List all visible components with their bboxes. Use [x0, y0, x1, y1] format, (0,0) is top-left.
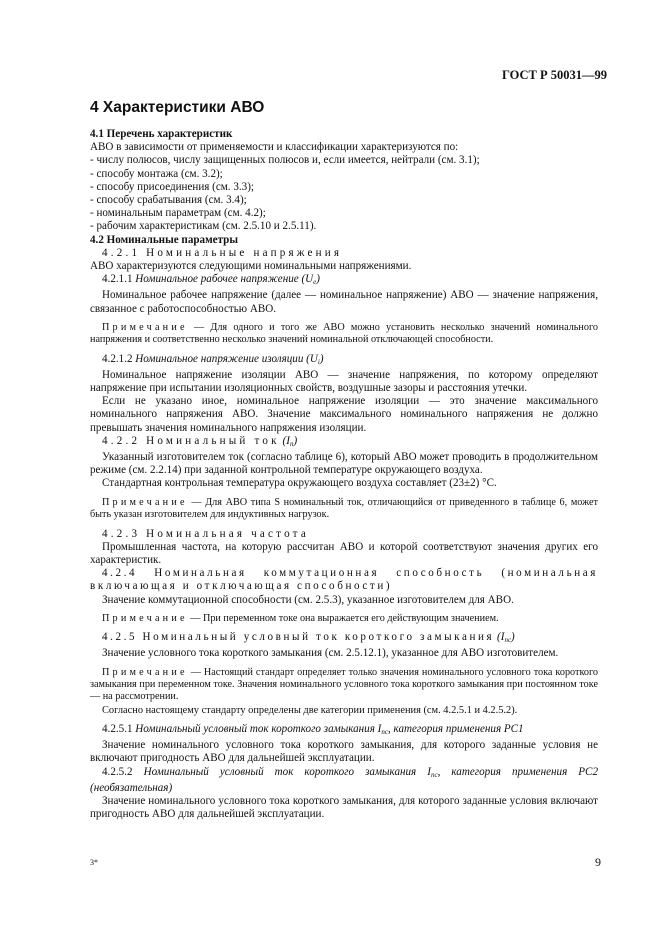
clause-4-2-1-1-text: Номинальное рабочее напряжение (далее — номинальное напряжение) АВО — значение напряжения, связанное с работоспособностью АВО. — [90, 289, 598, 315]
subsection-4-1-intro: АВО в зависимости от применяемости и классификации характеризуются по: — [90, 141, 459, 154]
standard-number: ГОСТ Р 50031—99 — [501, 68, 607, 82]
clause-title: Номинальный условный ток короткого замыкания — [143, 765, 417, 778]
subsection-4-1-title: 4.1 Перечень характеристик — [90, 128, 233, 140]
note-label: Примечание — [102, 612, 188, 624]
note-label: Примечание — [102, 496, 188, 508]
symbol-close: ) — [511, 631, 515, 644]
clause-4-2-2-heading — [90, 435, 598, 451]
list-item: - числу полюсов, числу защищенных полюсов и, если имеется, нейтрали (см. 3.1); — [90, 154, 480, 167]
signature-mark: 3* — [90, 858, 98, 867]
clause-4-2-5-1-heading — [90, 723, 598, 739]
clause-title: Номинальное напряжение изоляции (U — [135, 352, 318, 365]
clause-title-close: ) — [316, 273, 320, 286]
document-body — [90, 128, 598, 821]
clause-4-2-1-2-heading — [90, 353, 598, 369]
clause-4-2-4-heading: 4.2.4 Номинальная коммутационная способность (номинальная включающая и отключающая способности) — [90, 567, 598, 593]
note-text: — При переменном токе она выражается его действующим значением. — [187, 612, 499, 624]
clause-4-2-4-text: Значение коммутационной способности (см. 2.5.3), указанное изготовителем для АВО. — [102, 593, 514, 606]
clause-4-2-1-1-heading — [90, 273, 598, 289]
list-item: - номинальным параметрам (см. 4.2); — [90, 207, 266, 220]
symbol-subscript: nc — [381, 727, 388, 736]
section-title: 4 Характеристики АВО — [90, 99, 265, 116]
list-item: - способу присоединения (см. 3.3); — [90, 180, 254, 193]
page-number: 9 — [595, 855, 601, 869]
clause-title: 4.2.5 Номинальный условный ток короткого замыкания — [102, 631, 495, 644]
note — [90, 322, 598, 347]
symbol: I — [377, 722, 382, 735]
symbol-subscript: i — [317, 357, 320, 366]
note — [90, 667, 598, 704]
clause-4-2-3-heading: 4.2.3 Номинальная частота — [102, 527, 309, 540]
note-text: — Для АВО типа S номинальный ток, отличающийся от приведенного в таблице 6, может быть указан изготовителем для индуктивных нагрузок. — [90, 496, 598, 521]
clause-4-2-2-text-2: Стандартная контрольная температура окружающего воздуха составляет (23±2) °С. — [102, 477, 497, 490]
list-item: - рабочим характеристикам (см. 2.5.10 и 2.5.11). — [90, 220, 317, 233]
note — [90, 497, 598, 522]
clause-title: 4.2.2 Номинальный ток — [102, 434, 280, 447]
symbol: I — [427, 765, 431, 778]
clause-number: 4.2.5.1 — [102, 722, 133, 735]
list-item: - способу срабатывания (см. 3.4); — [90, 194, 247, 207]
symbol-subscript: n — [289, 439, 294, 448]
symbol-subscript: e — [313, 278, 317, 287]
subsection-4-2-title: 4.2 Номинальные параметры — [90, 233, 238, 246]
clause-4-2-5-2-text: Значение номинального условного тока короткого замыкания, для которого заданные условия включают пригодность АВО для дальнейшей эксплуатации. — [90, 794, 598, 821]
clause-title-close: ) — [319, 352, 324, 365]
clause-number: 4.2.5.2 — [102, 765, 133, 778]
clause-title: Номинальный условный ток короткого замыкания — [135, 722, 375, 735]
symbol: (I — [282, 434, 290, 447]
note — [90, 613, 598, 625]
clause-4-2-1-2-text-2: Если не указано иное, номинальное напряжение изоляции — это значение максимального номинального напряжения АВО. Значение максимального номинального напряжения не должно превышать значения номинального напряжения изоляции. — [90, 395, 598, 434]
symbol-subscript: nc — [430, 770, 438, 779]
symbol: (I — [497, 631, 505, 644]
clause-4-2-1-2-text: Номинальное напряжение изоляции АВО — значение напряжения, по которому определяют напряжение при испытании изоляционных свойств, воздушные зазоры и расстояния утечки. — [90, 368, 598, 395]
note-label: Примечание — [102, 666, 188, 678]
note-label: Примечание — [102, 321, 188, 333]
clause-number: 4.2.1.2 — [102, 352, 133, 365]
clause-4-2-3-text: Промышленная частота, на которую рассчитан АВО и которой соответствуют значения других его характеристик. — [90, 540, 598, 566]
clause-4-2-2-text: Указанный изготовителем ток (согласно таблице 6), который АВО может проводить в продолжительном режиме (см. 2.2.14) при заданной контрольной температуре окружающего воздуха. — [90, 451, 598, 477]
list-item: - способу монтажа (см. 3.2); — [90, 167, 223, 180]
clause-4-2-5-heading — [90, 631, 598, 647]
clause-title-tail: , категория применения РС1 — [387, 722, 524, 735]
clause-number: 4.2.1.1 — [102, 273, 133, 286]
clause-title: Номинальное рабочее напряжение (U — [135, 273, 314, 286]
clause-4-2-1-text: АВО характеризуются следующими номинальными напряжениями. — [90, 260, 412, 273]
note-text: — Настоящий стандарт определяет только значения номинального условного тока короткого замыкания при переменном токе. Значения номинального условного тока короткого замыкания при постоянном токе — на рассмотрении. — [90, 666, 598, 703]
clause-4-2-5-text: Значение условного тока короткого замыкания (см. 2.5.12.1), указанное для АВО изготовителем. — [102, 647, 559, 660]
symbol-close: ) — [293, 434, 298, 447]
note-text: — Для одного и того же АВО можно установить несколько значений номинального напряжения и соответственно несколько значений номинальной отключающей способности. — [90, 321, 598, 346]
clause-4-2-5-1-text: Значение номинального условного тока короткого замыкания, для которого заданные условия не включают пригодность АВО для дальнейшей эксплуатации. — [90, 739, 598, 765]
clause-4-2-5-text-2: Согласно настоящему стандарту определены две категории применения (см. 4.2.5.1 и 4.2.5.2). — [102, 704, 518, 716]
clause-4-2-5-2-heading — [90, 766, 598, 795]
clause-4-2-1-heading: 4.2.1 Номинальные напряжения — [102, 246, 343, 259]
symbol-subscript: nc — [504, 636, 512, 645]
clause-title-tail: , категория применения РС2 (необязательная) — [90, 765, 598, 794]
